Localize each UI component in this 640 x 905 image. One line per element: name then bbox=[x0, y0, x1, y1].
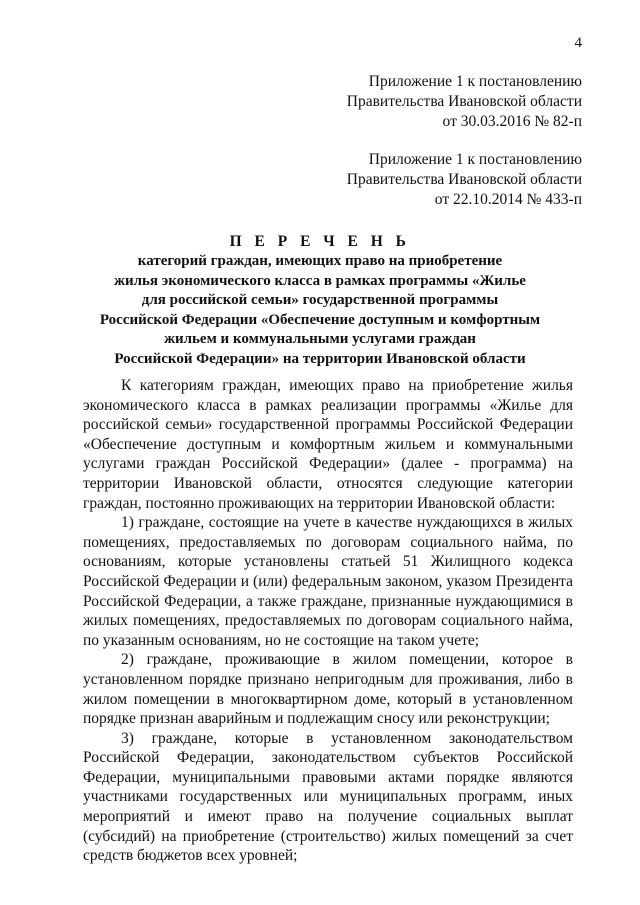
subtitle-line: жилья экономического класса в рамках программы «Жилье bbox=[114, 272, 526, 289]
body-paragraph-intro: К категориям граждан, имеющих право на приобретение жилья экономического класса в рамках реализации программы «Жилье для российской семьи» государственной программы Российской Федерации «Обеспечение доступным и комфортным жильем и коммунальными услугами граждан Российской Федерации» (далее - программа) на территории Ивановской области, относятся следующие категории граждан, постоянно проживающих на территории Ивановской области: bbox=[83, 377, 573, 512]
document-title: П Е Р Е Ч Е Н Ь bbox=[229, 233, 411, 250]
appendix-line: Правительства Ивановской области bbox=[346, 93, 582, 110]
appendix-line: от 22.10.2014 № 433-п bbox=[434, 191, 582, 208]
appendix-line: Приложение 1 к постановлению bbox=[368, 73, 582, 90]
body-paragraph-item-2: 2) граждане, проживающие в жилом помещении, которое в установленном порядке признано непригодным для проживания, либо в жилом помещении в многоквартирном доме, который в установленном порядке признан аварийным и подлежащим сносу или реконструкции; bbox=[83, 651, 573, 728]
page-number: 4 bbox=[574, 35, 582, 51]
body-paragraph-item-3: 3) граждане, которые в установленном законодательством Российской Федерации, законодательством субъектов Российской Федерации, муниципальными правовыми актами порядке являются участниками государственных или муниципальных программ, иных мероприятий и имеют право на получение социальных выплат (субсидий) на приобретение (строительство) жилых помещений за счет средств бюджетов всех уровней; bbox=[83, 729, 573, 865]
appendix-line: Приложение 1 к постановлению bbox=[368, 151, 582, 168]
subtitle-line: Российской Федерации» на территории Ивановской области bbox=[114, 350, 526, 367]
appendix-header-current bbox=[347, 72, 582, 132]
appendix-header-original bbox=[347, 150, 582, 210]
document-body bbox=[83, 376, 573, 866]
appendix-line: от 30.03.2016 № 82-п bbox=[442, 113, 582, 130]
subtitle-line: категорий граждан, имеющих право на приобретение bbox=[137, 253, 503, 269]
appendix-line: Правительства Ивановской области bbox=[346, 171, 582, 188]
subtitle-line: жильем и коммунальными услугами граждан bbox=[164, 331, 476, 347]
document-title-block bbox=[90, 232, 550, 369]
document-subtitle bbox=[90, 252, 550, 369]
subtitle-line: для российской семьи» государственной программы bbox=[141, 292, 499, 308]
body-paragraph-item-1: 1) граждане, состоящие на учете в качестве нуждающихся в жилых помещениях, предоставляемых по договорам социального найма, по основаниям, которые установлены статьей 51 Жилищного кодекса Российской Федерации и (или) федеральным законом, указом Президента Российской Федерации, а также граждане, признанные нуждающимися в жилых помещениях, предоставляемых по договорам социального найма, по указанным основаниям, но не состоящие на таком учете; bbox=[83, 514, 573, 649]
subtitle-line: Российской Федерации «Обеспечение доступным и комфортным bbox=[99, 311, 541, 328]
